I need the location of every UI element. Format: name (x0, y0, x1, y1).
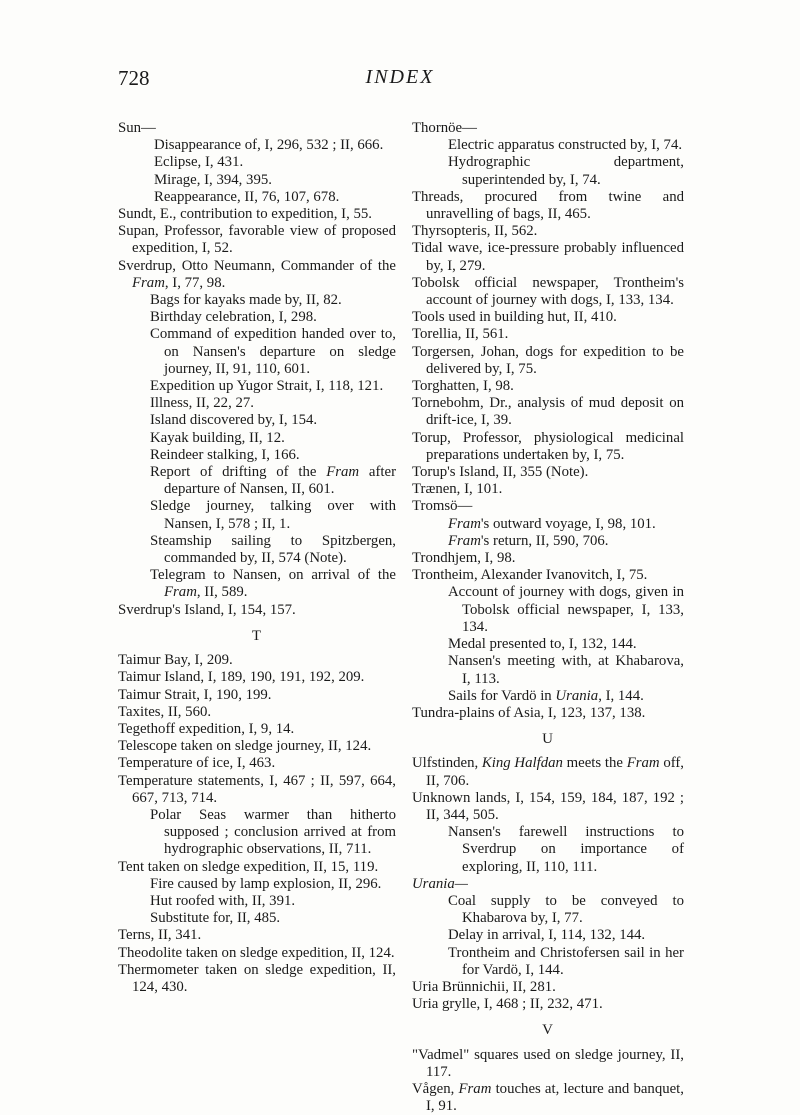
index-entry: Taxites, II, 560. (118, 703, 212, 720)
index-subentry: Electric apparatus constructed by, I, 74. (448, 137, 683, 154)
index-entry: "Vadmel" squares used on sledge journey, II, 117. (412, 1046, 684, 1080)
index-entry: Tundra-plains of Asia, I, 123, 137, 138. (412, 704, 646, 721)
index-entry: Tidal wave, ice-pressure probably influenced by, I, 279. (412, 240, 684, 274)
index-entry: Tent taken on sledge expedition, II, 15, 119. (118, 858, 379, 875)
index-subentry: Illness, II, 22, 27. (150, 395, 254, 412)
index-entry: Trænen, I, 101. (412, 481, 503, 498)
index-entry: Telescope taken on sledge journey, II, 124. (118, 738, 372, 755)
index-entry: Trontheim, Alexander Ivanovitch, I, 75. (412, 567, 648, 584)
running-head: INDEX (365, 66, 435, 88)
index-entry: Unknown lands, I, 154, 159, 184, 187, 192 ; II, 344, 505. (412, 789, 684, 823)
index-subentry: Coal supply to be conveyed to Khabarova by, I, 77. (448, 892, 684, 927)
index-entry: Sverdrup, Otto Neumann, Commander of the Fram, I, 77, 98. (118, 257, 396, 291)
index-entry: Tegethoff expedition, I, 9, 14. (118, 720, 295, 737)
section-letter: U (542, 731, 554, 748)
index-subentry: Bags for kayaks made by, II, 82. (150, 292, 342, 309)
index-entry: Tornebohm, Dr., analysis of mud deposit on drift-ice, I, 39. (412, 395, 684, 429)
index-subentry: Telegram to Nansen, on arrival of the Fram, II, 589. (150, 567, 396, 601)
index-entry: Urania— (412, 875, 468, 892)
index-subentry: Account of journey with dogs, given in Tobolsk official newspaper, I, 133, 134. (448, 584, 684, 635)
index-entry: Thermometer taken on sledge expedition, II, 124, 430. (118, 961, 396, 995)
index-entry: Taimur Strait, I, 190, 199. (118, 686, 272, 703)
index-entry: Threads, procured from twine and unravelling of bags, II, 465. (412, 188, 684, 223)
index-subentry: Command of expedition handed over to, on Nansen's departure on sledge journey, II, 91, 110, 601. (150, 326, 396, 377)
index-entry: Theodolite taken on sledge expedition, II, 124. (118, 944, 395, 961)
index-subentry: Disappearance of, I, 296, 532 ; II, 666. (154, 137, 384, 154)
index-entry: Tromsö— (412, 498, 473, 515)
index-subentry: Fram's return, II, 590, 706. (448, 532, 609, 549)
index-subentry: Island discovered by, I, 154. (150, 412, 318, 429)
index-entry: Torghatten, I, 98. (412, 378, 514, 395)
index-subentry: Substitute for, II, 485. (150, 910, 281, 927)
index-entry: Tobolsk official newspaper, Trontheim's account of journey with dogs, I, 133, 134. (412, 274, 684, 309)
index-subentry: Trontheim and Christofersen sail in her for Vardö, I, 144. (448, 944, 684, 978)
page-header (0, 62, 800, 98)
index-subentry: Medal presented to, I, 132, 144. (448, 636, 637, 653)
index-subentry: Reappearance, II, 76, 107, 678. (154, 188, 340, 205)
index-subentry: Hydrographic department, superintended by, I, 74. (448, 154, 684, 188)
index-subentry: Hut roofed with, II, 391. (150, 892, 296, 909)
index-entry: Vågen, Fram touches at, lecture and banquet, I, 91. (412, 1080, 684, 1115)
index-subentry: Birthday celebration, I, 298. (150, 309, 317, 326)
index-entry: Torup, Professor, physiological medicinal preparations undertaken by, I, 75. (412, 429, 684, 463)
index-subentry: Sails for Vardö in Urania, I, 144. (448, 687, 644, 704)
index-entry: Sverdrup's Island, I, 154, 157. (118, 601, 296, 618)
page-number: 728 (118, 66, 150, 90)
index-entry: Temperature of ice, I, 463. (118, 755, 276, 772)
index-subentry: Steamship sailing to Spitzbergen, commanded by, II, 574 (Note). (150, 532, 396, 567)
index-subentry: Fram's outward voyage, I, 98, 101. (448, 515, 656, 532)
section-letter: T (251, 627, 263, 644)
index-entry: Sundt, E., contribution to expedition, I, 55. (118, 206, 372, 223)
index-entry: Taimur Bay, I, 209. (118, 652, 233, 669)
index-entry: Sun— (118, 120, 156, 136)
index-entry: Temperature statements, I, 467 ; II, 597, 664, 667, 713, 714. (118, 772, 396, 806)
index-entry: Thyrsopteris, II, 562. (412, 223, 538, 240)
index-entry: Torup's Island, II, 355 (Note). (412, 464, 589, 481)
index-column-left (118, 120, 396, 996)
index-entry: Ulfstinden, King Halfdan meets the Fram off, II, 706. (412, 755, 685, 789)
section-letter: V (542, 1022, 554, 1039)
index-subentry: Sledge journey, talking over with Nansen, I, 578 ; II, 1. (150, 498, 396, 532)
index-subentry: Nansen's meeting with, at Khabarova, I, 113. (448, 653, 684, 687)
index-column-right (412, 120, 684, 1115)
index-entry: Uria Brünnichii, II, 281. (412, 978, 556, 995)
index-subentry: Expedition up Yugor Strait, I, 118, 121. (150, 378, 384, 395)
index-entry: Trondhjem, I, 98. (412, 550, 516, 567)
index-subentry: Mirage, I, 394, 395. (154, 171, 272, 188)
index-entry: Thornöe— (412, 120, 477, 136)
index-entry: Uria grylle, I, 468 ; II, 232, 471. (412, 996, 603, 1013)
index-entry: Tools used in building hut, II, 410. (412, 309, 617, 326)
index-subentry: Polar Seas warmer than hitherto supposed ; conclusion arrived at from hydrographic observations, II, 711. (150, 806, 396, 858)
index-subentry: Nansen's farewell instructions to Sverdrup on importance of exploring, II, 110, 111. (448, 824, 684, 875)
index-entry: Taimur Island, I, 189, 190, 191, 192, 209. (118, 669, 365, 686)
index-subentry: Reindeer stalking, I, 166. (150, 446, 300, 463)
index-subentry: Eclipse, I, 431. (154, 154, 244, 171)
index-entry: Torgersen, Johan, dogs for expedition to be delivered by, I, 75. (412, 343, 684, 377)
index-subentry: Delay in arrival, I, 114, 132, 144. (448, 927, 646, 944)
index-entry: Torellia, II, 561. (412, 326, 509, 343)
index-subentry: Kayak building, II, 12. (150, 429, 285, 446)
index-subentry: Fire caused by lamp explosion, II, 296. (150, 875, 382, 892)
index-subentry: Report of drifting of the Fram after departure of Nansen, II, 601. (150, 464, 396, 498)
index-entry: Terns, II, 341. (118, 927, 202, 944)
index-entry: Supan, Professor, favorable view of proposed expedition, I, 52. (118, 223, 396, 257)
